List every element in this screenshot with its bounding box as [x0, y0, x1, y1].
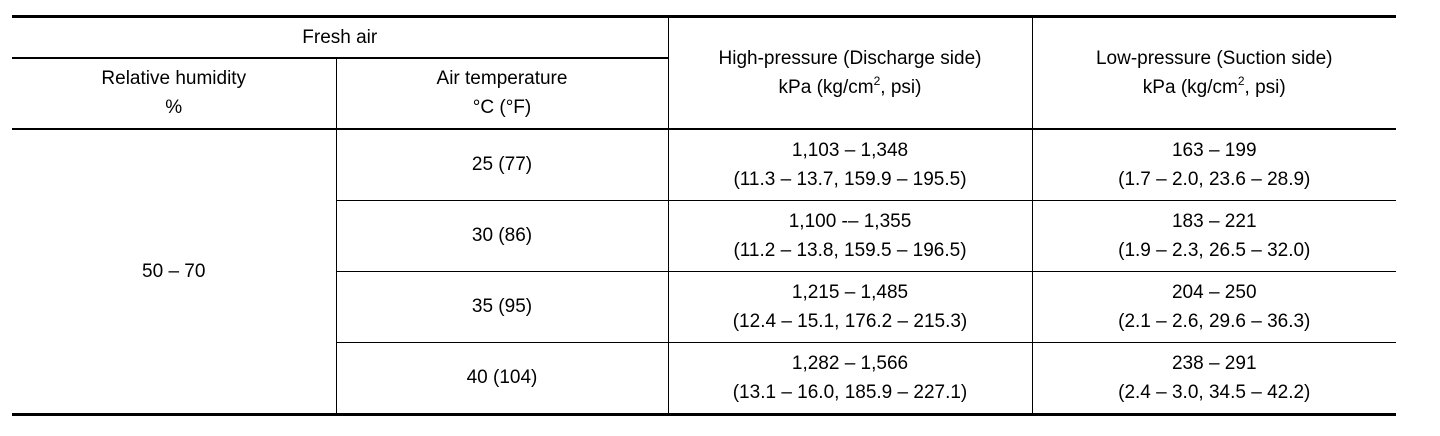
air-temperature-unit: °C (°F)	[472, 97, 532, 118]
high-pressure-title: High-pressure (Discharge side)	[718, 47, 982, 69]
air-temp-value: 25 (77)	[471, 154, 533, 175]
low-pressure-alt: (1.7 – 2.0, 23.6 – 28.9)	[1118, 168, 1311, 190]
high-pressure-kpa: 1,100 -– 1,355	[788, 210, 912, 232]
air-temp-value: 40 (104)	[466, 367, 538, 388]
air-temp-cell	[336, 129, 668, 201]
high-pressure-kpa: 1,103 – 1,348	[791, 139, 909, 161]
high-pressure-cell	[668, 342, 1032, 414]
air-temp-value: 30 (86)	[471, 225, 533, 246]
low-pressure-unit: kPa ($kg/cm^2$, psi)	[1142, 73, 1286, 98]
air-temp-value: 35 (95)	[471, 296, 533, 317]
low-pressure-alt: (2.4 – 3.0, 34.5 – 42.2)	[1118, 381, 1311, 403]
high-pressure-kpa: 1,282 – 1,566	[791, 352, 909, 374]
humidity-range: 50 – 70	[142, 260, 206, 282]
high-pressure-alt: (13.1 – 16.0, 185.9 – 227.1)	[732, 381, 968, 403]
low-pressure-alt: (1.9 – 2.3, 26.5 – 32.0)	[1118, 239, 1311, 261]
air-temp-cell	[336, 200, 668, 271]
high-pressure-header	[668, 17, 1032, 129]
low-pressure-kpa: 183 – 221	[1171, 210, 1257, 232]
pressure-spec-table	[12, 15, 1396, 416]
air-temperature-title: Air temperature	[436, 68, 568, 89]
air-temp-cell	[336, 271, 668, 342]
low-pressure-cell	[1032, 129, 1396, 201]
high-pressure-alt: (11.2 – 13.8, 159.5 – 196.5)	[733, 239, 967, 261]
low-pressure-header	[1032, 17, 1396, 129]
relative-humidity-unit: %	[165, 97, 183, 118]
relative-humidity-title: Relative humidity	[101, 68, 247, 89]
low-pressure-title: Low-pressure (Suction side)	[1095, 47, 1333, 69]
high-pressure-cell	[668, 129, 1032, 201]
header-row-top	[12, 17, 1396, 58]
air-temp-cell	[336, 342, 668, 414]
fresh-air-label: Fresh air	[302, 26, 378, 48]
low-pressure-kpa: 238 – 291	[1171, 352, 1257, 374]
low-pressure-cell	[1032, 271, 1396, 342]
high-pressure-cell	[668, 200, 1032, 271]
table-row	[12, 129, 1396, 201]
fresh-air-header	[12, 17, 668, 58]
low-pressure-cell	[1032, 200, 1396, 271]
humidity-range-cell	[12, 129, 336, 415]
air-temperature-header	[336, 58, 668, 129]
low-pressure-kpa: 163 – 199	[1171, 139, 1257, 161]
high-pressure-alt: (12.4 – 15.1, 176.2 – 215.3)	[732, 310, 968, 332]
high-pressure-alt: (11.3 – 13.7, 159.9 – 195.5)	[733, 168, 967, 190]
low-pressure-alt: (2.1 – 2.6, 29.6 – 36.3)	[1118, 310, 1311, 332]
high-pressure-unit: kPa ($kg/cm^2$, psi)	[778, 73, 922, 98]
relative-humidity-header	[12, 58, 336, 129]
high-pressure-kpa: 1,215 – 1,485	[791, 281, 909, 303]
high-pressure-cell	[668, 271, 1032, 342]
low-pressure-kpa: 204 – 250	[1171, 281, 1257, 303]
low-pressure-cell	[1032, 342, 1396, 414]
